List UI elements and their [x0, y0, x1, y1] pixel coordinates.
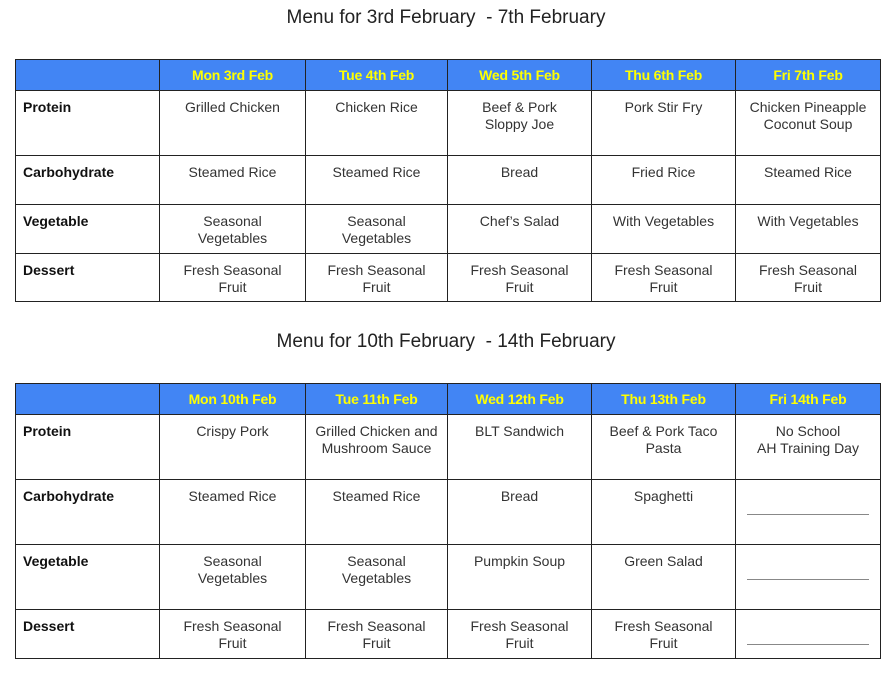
menu-item-text: Coconut Soup	[763, 116, 853, 132]
row-label: Vegetable	[16, 205, 160, 254]
menu-cell	[306, 545, 448, 610]
menu-item-text: Fresh Seasonal	[470, 262, 569, 278]
menu-item-text: Steamed Rice	[764, 164, 852, 180]
menu-cell	[448, 156, 592, 205]
menu-item-text: Seasonal	[203, 553, 262, 569]
menu-item-text: Pumpkin Soup	[473, 553, 566, 569]
row-label: Carbohydrate	[16, 480, 160, 545]
week1-vegetable-row	[16, 205, 881, 254]
menu-item-text: No School	[775, 423, 841, 439]
week2-title: Menu for 10th February - 14th February	[276, 331, 616, 352]
week2-day-header: Tue 11th Feb	[306, 384, 448, 415]
menu-cell	[160, 156, 306, 205]
menu-item-text: Fruit	[362, 279, 391, 295]
menu-item-text: Steamed Rice	[332, 488, 421, 504]
row-label: Protein	[16, 415, 160, 480]
week1-protein-row	[16, 91, 881, 156]
menu-cell	[736, 91, 881, 156]
week2-day-header: Fri 14th Feb	[736, 384, 881, 415]
week2-carbohydrate-row	[16, 480, 881, 545]
menu-item-text: With Vegetables	[757, 213, 859, 229]
row-label: Protein	[16, 91, 160, 156]
menu-cell	[448, 610, 592, 659]
menu-cell	[736, 545, 881, 610]
week2-dessert-row	[16, 610, 881, 659]
menu-cell	[592, 205, 736, 254]
menu-cell	[592, 415, 736, 480]
row-label: Dessert	[16, 254, 160, 302]
menu-item-text: Crispy Pork	[196, 423, 269, 439]
menu-cell	[160, 205, 306, 254]
menu-cell	[592, 254, 736, 302]
week1-corner-cell	[16, 60, 160, 91]
menu-item-text: Fruit	[649, 635, 678, 651]
menu-cell	[306, 480, 448, 545]
week1-day-header: Thu 6th Feb	[592, 60, 736, 91]
menu-cell	[160, 415, 306, 480]
menu-item-text: Seasonal	[347, 553, 406, 569]
menu-item-text: Spaghetti	[633, 488, 694, 504]
week1-day-header: Fri 7th Feb	[736, 60, 881, 91]
menu-item-text: Fruit	[218, 635, 247, 651]
menu-cell	[736, 480, 881, 545]
menu-item-text: With Vegetables	[612, 213, 715, 229]
week1-menu-table	[15, 59, 881, 302]
week2-menu-table	[15, 383, 881, 659]
menu-cell	[448, 205, 592, 254]
menu-item-text: Fresh Seasonal	[614, 262, 713, 278]
menu-cell	[448, 415, 592, 480]
menu-item-text: Seasonal	[347, 213, 406, 229]
row-label: Dessert	[16, 610, 160, 659]
menu-cell	[592, 545, 736, 610]
week2-day-header: Mon 10th Feb	[160, 384, 306, 415]
menu-item-text: Fresh Seasonal	[614, 618, 713, 634]
menu-item-text: Steamed Rice	[188, 164, 277, 180]
menu-item-text: Fresh Seasonal	[327, 618, 426, 634]
week2-vegetable-row	[16, 545, 881, 610]
row-label: Carbohydrate	[16, 156, 160, 205]
blank-fill-line	[747, 644, 869, 645]
menu-cell	[592, 91, 736, 156]
menu-cell	[306, 205, 448, 254]
menu-item-text: Steamed Rice	[332, 164, 421, 180]
menu-item-text: Fruit	[505, 635, 534, 651]
menu-item-text: Vegetables	[341, 230, 412, 246]
menu-item-text: Fresh Seasonal	[183, 618, 282, 634]
blank-fill-line	[747, 579, 869, 580]
menu-cell	[736, 156, 881, 205]
menu-item-text: Chef’s Salad	[479, 213, 560, 229]
menu-cell	[736, 415, 881, 480]
menu-cell	[736, 610, 881, 659]
menu-cell	[592, 610, 736, 659]
row-label: Vegetable	[16, 545, 160, 610]
menu-item-text: Sloppy Joe	[484, 116, 555, 132]
week1-dessert-row	[16, 254, 881, 302]
menu-cell	[306, 156, 448, 205]
menu-cell	[448, 545, 592, 610]
menu-item-text: Steamed Rice	[188, 488, 277, 504]
menu-item-text: Chicken Rice	[335, 99, 418, 115]
menu-cell	[448, 91, 592, 156]
week2-header-row	[16, 384, 881, 415]
menu-cell	[592, 480, 736, 545]
week1-carbohydrate-row	[16, 156, 881, 205]
menu-item-text: Mushroom Sauce	[321, 440, 432, 456]
menu-item-text: Seasonal	[203, 213, 262, 229]
menu-item-text: BLT Sandwich	[475, 423, 564, 439]
menu-item-text: Vegetables	[197, 230, 268, 246]
menu-item-text: Fresh Seasonal	[470, 618, 569, 634]
menu-item-text: Fresh Seasonal	[183, 262, 282, 278]
menu-item-text: Beef & Pork Taco	[609, 423, 718, 439]
menu-item-text: Fruit	[218, 279, 247, 295]
menu-item-text: Fried Rice	[631, 164, 696, 180]
menu-cell	[306, 254, 448, 302]
week1-day-header: Mon 3rd Feb	[160, 60, 306, 91]
menu-cell	[160, 254, 306, 302]
menu-cell	[306, 415, 448, 480]
menu-item-text: Grilled Chicken and	[315, 423, 438, 439]
menu-cell	[448, 254, 592, 302]
week2-protein-row	[16, 415, 881, 480]
menu-item-text: Chicken Pineapple	[749, 99, 867, 115]
menu-cell	[306, 610, 448, 659]
week2-day-header: Thu 13th Feb	[592, 384, 736, 415]
menu-item-text: Fruit	[362, 635, 391, 651]
week1-day-header: Wed 5th Feb	[448, 60, 592, 91]
menu-cell	[306, 91, 448, 156]
menu-cell	[160, 610, 306, 659]
menu-item-text: Pasta	[645, 440, 682, 456]
week1-title: Menu for 3rd February - 7th February	[286, 7, 606, 28]
menu-item-text: Fruit	[794, 279, 822, 295]
menu-cell	[160, 545, 306, 610]
menu-item-text: Bread	[500, 488, 539, 504]
menu-cell	[736, 205, 881, 254]
menu-cell	[736, 254, 881, 302]
menu-cell	[592, 156, 736, 205]
menu-item-text: Green Salad	[624, 553, 703, 569]
menu-item-text: Beef & Pork	[482, 99, 557, 115]
week2-corner-cell	[16, 384, 160, 415]
menu-item-text: Vegetables	[341, 570, 412, 586]
menu-item-text: AH Training Day	[757, 440, 859, 456]
week2-day-header: Wed 12th Feb	[448, 384, 592, 415]
menu-item-text: Fresh Seasonal	[758, 262, 858, 278]
menu-cell	[160, 480, 306, 545]
menu-item-text: Fruit	[505, 279, 534, 295]
blank-fill-line	[747, 514, 869, 515]
menu-item-text: Vegetables	[197, 570, 268, 586]
menu-item-text: Bread	[500, 164, 539, 180]
week1-header-row	[16, 60, 881, 91]
menu-cell	[448, 480, 592, 545]
menu-cell	[160, 91, 306, 156]
menu-item-text: Pork Stir Fry	[624, 99, 703, 115]
menu-item-text: Fresh Seasonal	[327, 262, 426, 278]
menu-item-text: Grilled Chicken	[185, 99, 280, 115]
week1-day-header: Tue 4th Feb	[306, 60, 448, 91]
menu-item-text: Fruit	[649, 279, 678, 295]
